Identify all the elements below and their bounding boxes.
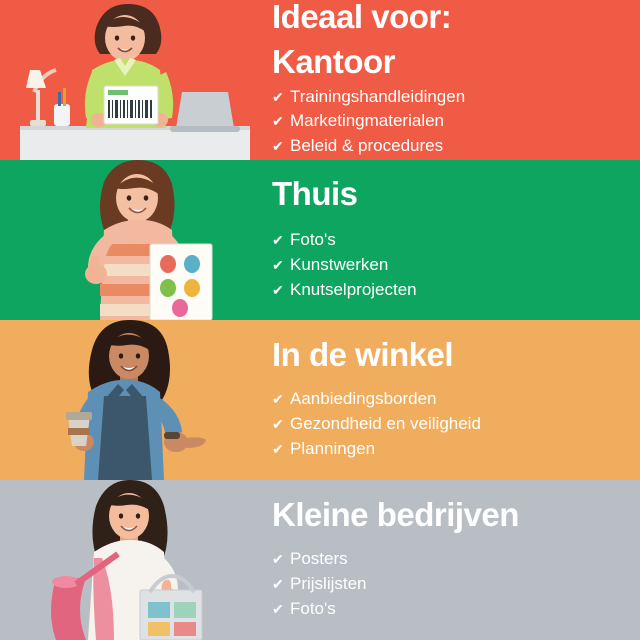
list-item <box>272 229 630 252</box>
list-item <box>272 279 630 302</box>
list-item <box>272 413 630 436</box>
bullet-list-kleine-bedrijven <box>272 548 630 622</box>
list-item <box>272 86 630 109</box>
section-title-kantoor: Kantoor <box>272 43 395 81</box>
content-kantoor <box>250 0 640 160</box>
bullet-label: Trainingshandleidingen <box>290 86 466 106</box>
check-icon: ✔ <box>272 416 284 433</box>
section-in-de-winkel <box>0 320 640 480</box>
photo-kleine-bedrijven <box>0 480 250 640</box>
page-title: Ideaal voor: <box>272 0 452 36</box>
section-kleine-bedrijven <box>0 480 640 640</box>
list-item <box>272 598 630 621</box>
section-title-kleine-bedrijven: Kleine bedrijven <box>272 495 519 533</box>
section-kantoor <box>0 0 640 160</box>
bullet-label: Beleid & procedures <box>290 135 444 155</box>
check-icon: ✔ <box>272 88 284 105</box>
check-icon: ✔ <box>272 281 284 298</box>
bullet-label: Foto's <box>290 230 336 250</box>
content-in-de-winkel <box>250 320 640 480</box>
check-icon: ✔ <box>272 551 284 568</box>
list-item <box>272 573 630 596</box>
bullet-label: Foto's <box>290 598 336 618</box>
bullet-list-kantoor <box>272 86 630 160</box>
bullet-label: Kunstwerken <box>290 255 389 275</box>
list-item <box>272 254 630 277</box>
bullet-label: Knutselprojecten <box>290 279 417 299</box>
list-item <box>272 135 630 158</box>
bullet-label: Prijslijsten <box>290 574 367 594</box>
bullet-label: Marketingmaterialen <box>290 111 445 131</box>
check-icon: ✔ <box>272 113 284 130</box>
section-thuis <box>0 160 640 320</box>
section-title-thuis: Thuis <box>272 174 358 212</box>
check-icon: ✔ <box>272 600 284 617</box>
list-item <box>272 388 630 411</box>
check-icon: ✔ <box>272 257 284 274</box>
bullet-label: Planningen <box>290 438 376 458</box>
check-icon: ✔ <box>272 391 284 408</box>
bullet-label: Aanbiedingsborden <box>290 389 437 409</box>
content-thuis <box>250 160 640 320</box>
content-kleine-bedrijven <box>250 480 640 640</box>
photo-in-de-winkel <box>0 320 250 480</box>
section-title-in-de-winkel: In de winkel <box>272 335 454 373</box>
list-item <box>272 438 630 461</box>
check-icon: ✔ <box>272 576 284 593</box>
bullet-list-in-de-winkel <box>272 388 630 462</box>
bullet-label: Posters <box>290 549 348 569</box>
photo-thuis <box>0 160 250 320</box>
photo-kantoor <box>0 0 250 160</box>
check-icon: ✔ <box>272 440 284 457</box>
check-icon: ✔ <box>272 232 284 249</box>
bullet-list-thuis <box>272 229 630 303</box>
bullet-label: Gezondheid en veiligheid <box>290 414 481 434</box>
list-item <box>272 110 630 133</box>
list-item <box>272 548 630 571</box>
check-icon: ✔ <box>272 137 284 154</box>
